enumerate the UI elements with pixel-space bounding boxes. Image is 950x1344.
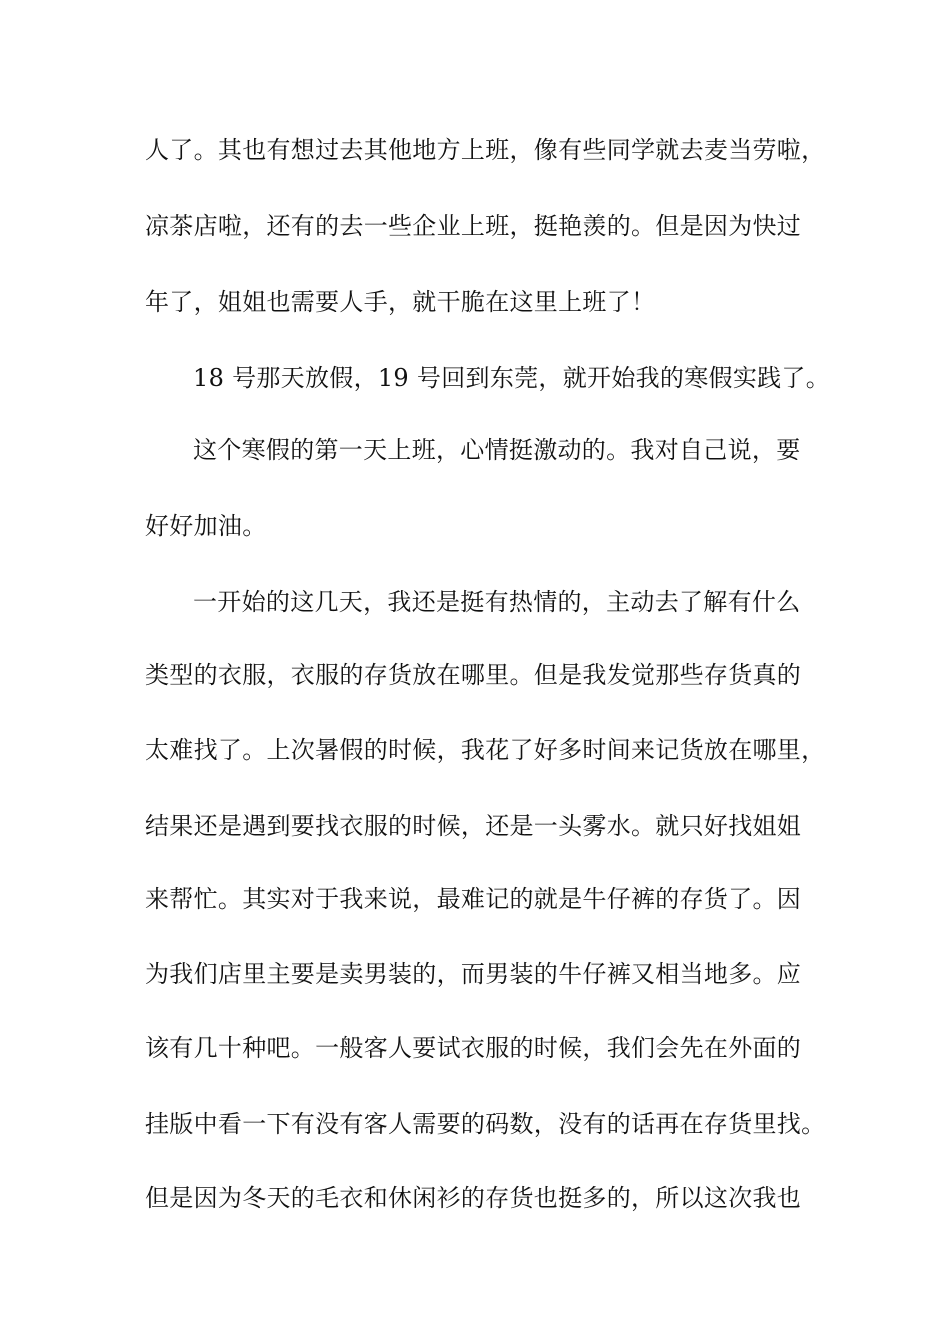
text-line: 挂版中看一下有没有客人需要的码数，没有的话再在存货里找。 <box>145 1110 826 1138</box>
text-line: 结果还是遇到要找衣服的时候，还是一头雾水。就只好找姐姐 <box>145 812 802 840</box>
paragraph-start-line: 18 号那天放假，19 号回到东莞，就开始我的寒假实践了。 <box>193 364 831 392</box>
paragraph-start-line: 一开始的这几天，我还是挺有热情的，主动去了解有什么 <box>193 588 801 616</box>
text-line: 但是因为冬天的毛衣和休闲衫的存货也挺多的，所以这次我也 <box>145 1184 802 1212</box>
text-line: 为我们店里主要是卖男装的，而男装的牛仔裤又相当地多。应 <box>145 960 802 988</box>
text-line: 年了，姐姐也需要人手，就干脆在这里上班了！ <box>145 288 656 316</box>
text-line: 该有几十种吧。一般客人要试衣服的时候，我们会先在外面的 <box>145 1034 802 1062</box>
text-line: 来帮忙。其实对于我来说，最难记的就是牛仔裤的存货了。因 <box>145 885 802 913</box>
text-line: 凉茶店啦，还有的去一些企业上班，挺艳羡的。但是因为快过 <box>145 212 802 240</box>
paragraph-start-line: 这个寒假的第一天上班，心情挺激动的。我对自己说，要 <box>193 436 801 464</box>
text-line: 人了。其也有想过去其他地方上班，像有些同学就去麦当劳啦， <box>145 136 826 164</box>
text-line: 类型的衣服，衣服的存货放在哪里。但是我发觉那些存货真的 <box>145 661 802 689</box>
text-line: 太难找了。上次暑假的时候，我花了好多时间来记货放在哪里， <box>145 736 826 764</box>
text-line: 好好加油。 <box>145 512 267 540</box>
